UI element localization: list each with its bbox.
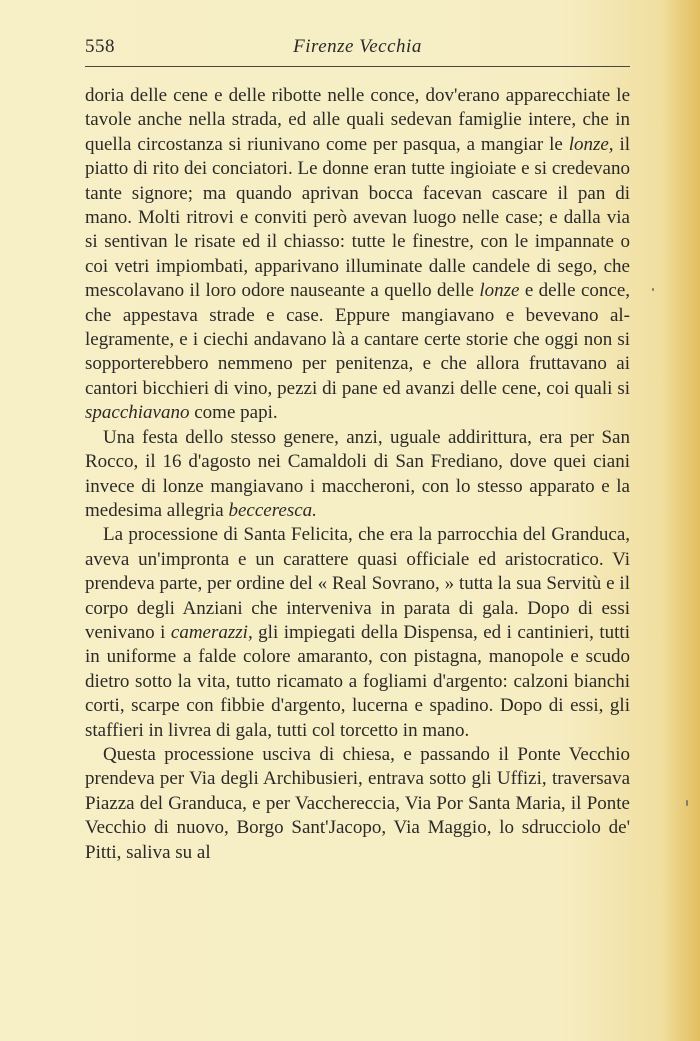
paper-speck bbox=[652, 288, 654, 291]
header-rule bbox=[85, 66, 630, 67]
page-header bbox=[85, 34, 630, 64]
paragraph bbox=[85, 84, 630, 426]
text-run: e delle conce, che appestava strade e case. Eppure mangiavano e bevevano allegramente, e i ciechi andavano là a cantare certe storie che oggi non si sopporterebbero nemmeno per penitenza, e che allora fruttavano ai cantori bicchieri di vino, pezzi di pane ed avanzi delle cene, coi quali si bbox=[85, 280, 630, 399]
text-run: come papi. bbox=[189, 402, 278, 424]
text-run: Questa processione usciva di chiesa, e passando il Ponte Vecchio prendeva per Via degli Archibusieri, entrava sotto gli Uffizi, traversava Piazza del Granduca, e per Vacchereccia, Via Por Santa Maria, il Ponte Vecchio di nuovo, Borgo Sant'Jacopo, Via Maggio, lo sdrucciolo de' Pitti, saliva su al bbox=[85, 743, 630, 863]
paper-speck bbox=[686, 800, 688, 806]
page-number: 558 bbox=[85, 36, 115, 57]
italic-word: lonze, bbox=[568, 133, 614, 155]
text-run: gli impiegati della Dispensa, ed i cantinieri, tutti in uniforme a falde colore amaranto, con pistagna, manopole e scudo dietro sotto la vita, tutto ricamato a fogliami d'argento: calzoni bianchi corti, scarpe con fibbie d'argento, lucerna e spadino. Dopo di essi, gli staffieri in livrea di gala, tutti col torcetto in mano. bbox=[85, 621, 630, 741]
body-text bbox=[85, 84, 630, 865]
italic-word: camerazzi, bbox=[170, 621, 253, 643]
italic-word: becceresca. bbox=[228, 499, 317, 521]
text-run: doria delle cene e delle ribotte nelle conce, dov'erano apparecchiate le tavole anche nella strada, ed alle quali sedevan famiglie intere, che in quella circostanza si riunivano come per pasqua, a mangiar le bbox=[85, 85, 630, 155]
italic-word: spacchiavano bbox=[85, 402, 190, 424]
text-run: La processione di Santa Felicita, che era la parrocchia del Granduca, aveva un'impronta e un carattere quasi officiale ed aristocratico. Vi prendeva parte, per ordine del « Real Sovrano, » tutta la sua Servitù e il corpo degli Anziani che interveniva in parata di gala. Dopo di essi venivano i bbox=[85, 524, 630, 643]
text-run: Una festa dello stesso genere, anzi, uguale addirittura, era per San Rocco, il 16 d'agosto nei Camaldoli di San Frediano, dove quei ciani invece di lonze mangiavano i maccheroni, con lo stesso apparato e la medesima allegria bbox=[85, 426, 630, 521]
italic-word: lonze bbox=[479, 280, 520, 302]
page-edge-shading bbox=[662, 0, 700, 1041]
text-run: il piatto di rito dei conciatori. Le donne eran tutte ingioiate e si credevano tante signore; ma quando aprivan bocca facevan cascare il pan di mano. Molti ritrovi e conviti però avevan luogo nelle case; e dalla via si sentivan le risate ed il chiasso: tutte le finestre, con le impannate o coi vetri impiombati, apparivano illuminate dalle candele di sego, che mescolavano il loro odore nauseante a quello delle bbox=[85, 133, 631, 302]
paragraph bbox=[85, 523, 630, 743]
paragraph bbox=[85, 426, 630, 524]
running-title: Firenze Vecchia bbox=[293, 36, 422, 57]
paragraph bbox=[85, 743, 630, 865]
